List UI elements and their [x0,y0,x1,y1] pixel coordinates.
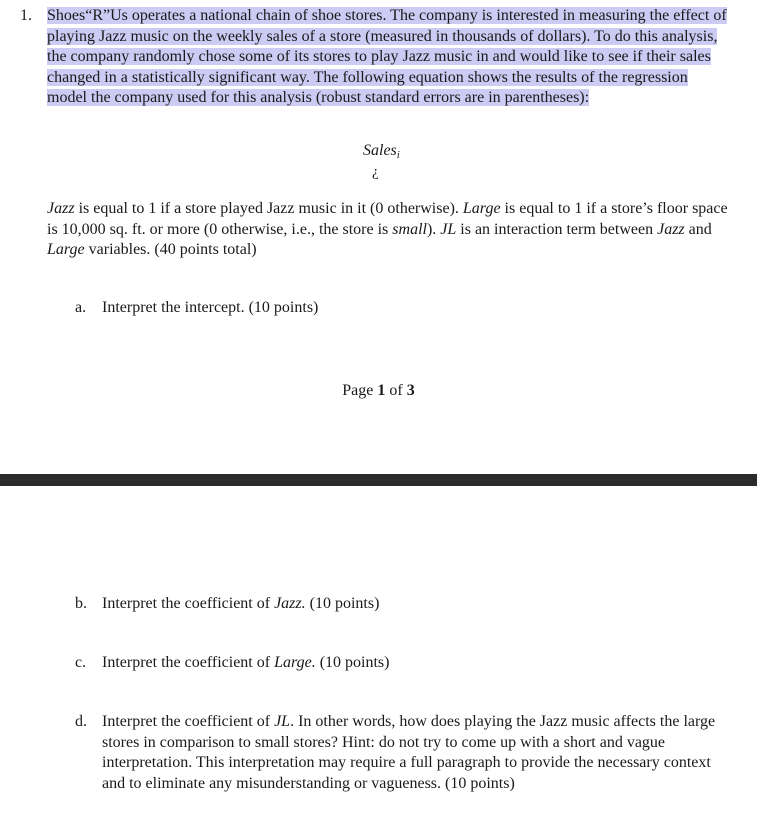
sub-question-d-var: JL [274,713,291,730]
sub-question-a-letter: a. [75,299,87,316]
question-text-highlighted: Shoes“R”Us operates a national chain of shoe stores. The company is interested in measuring the effect of playing Jazz music on the weekly sales of a store (measured in thousands of dollars). To do this analysis, the company randomly chose some of its stores to play Jazz music in and would like to see if their sales changed in a statistically significant way. The following equation shows the results of the regression model the company used for this analysis (robust standard errors are in parentheses): [47,7,727,106]
word-small: small [392,220,427,238]
sub-question-d-suffix: . In other words, how does playing the Jazz music affects the large stores in comparison to small stores? Hint: do not try to come up with a short and vague interpretation. This interpretation may require a full paragraph to provide the necessary context and to eliminate any misunderstanding or vagueness. (10 points) [102,713,716,792]
question-text [47,6,727,109]
var-jazz-2: Jazz [657,220,685,238]
var-jl: JL [440,220,457,238]
footer-current-page: 1 [377,382,386,399]
def-part1: is equal to 1 if a store played Jazz music in it (0 otherwise). [74,200,463,217]
def-part6: variables. (40 points total) [84,241,257,258]
footer-total-pages: 3 [406,382,415,399]
question-number: 1. [20,7,32,24]
sub-question-c-prefix: Interpret the coefficient of [102,654,275,671]
equation-placeholder: ¿ [372,164,379,180]
sub-question-b-text [102,594,722,615]
sub-question-c-letter: c. [75,654,87,671]
variable-definitions [47,199,737,261]
def-part2: is equal to 1 if a store’s floor space is 10,000 sq. ft. or more (0 otherwise, i.e., the store is [47,200,728,238]
sub-question-c-var: Large. [274,654,316,671]
page-break [0,474,757,486]
var-large-2: Large [47,241,85,258]
sub-question-c-text [102,653,722,674]
sub-question-d-prefix: Interpret the coefficient of [102,713,275,730]
def-part4: is an interaction term between [456,220,658,238]
equation-subscript: i [396,149,400,161]
footer-page-label: Page [342,382,378,399]
var-jazz: Jazz [47,200,75,217]
sub-question-b-letter: b. [75,595,87,612]
page-2 [0,486,757,829]
def-part5: and [684,220,712,238]
sub-question-b-suffix: (10 points) [305,595,380,612]
equation-lhs [363,141,400,165]
sub-question-b-var: Jazz. [274,595,306,612]
equation-lhs-var: Sales [363,142,397,159]
def-part3: ). [426,220,441,238]
sub-question-d-text [102,712,722,794]
footer-of-label: of [385,382,407,399]
sub-question-c-suffix: (10 points) [315,654,390,671]
page-footer [0,381,757,401]
var-large: Large [462,200,501,217]
sub-question-b-prefix: Interpret the coefficient of [102,595,275,612]
sub-question-a-text: Interpret the intercept. (10 points) [102,299,319,316]
sub-question-d-letter: d. [75,713,87,730]
